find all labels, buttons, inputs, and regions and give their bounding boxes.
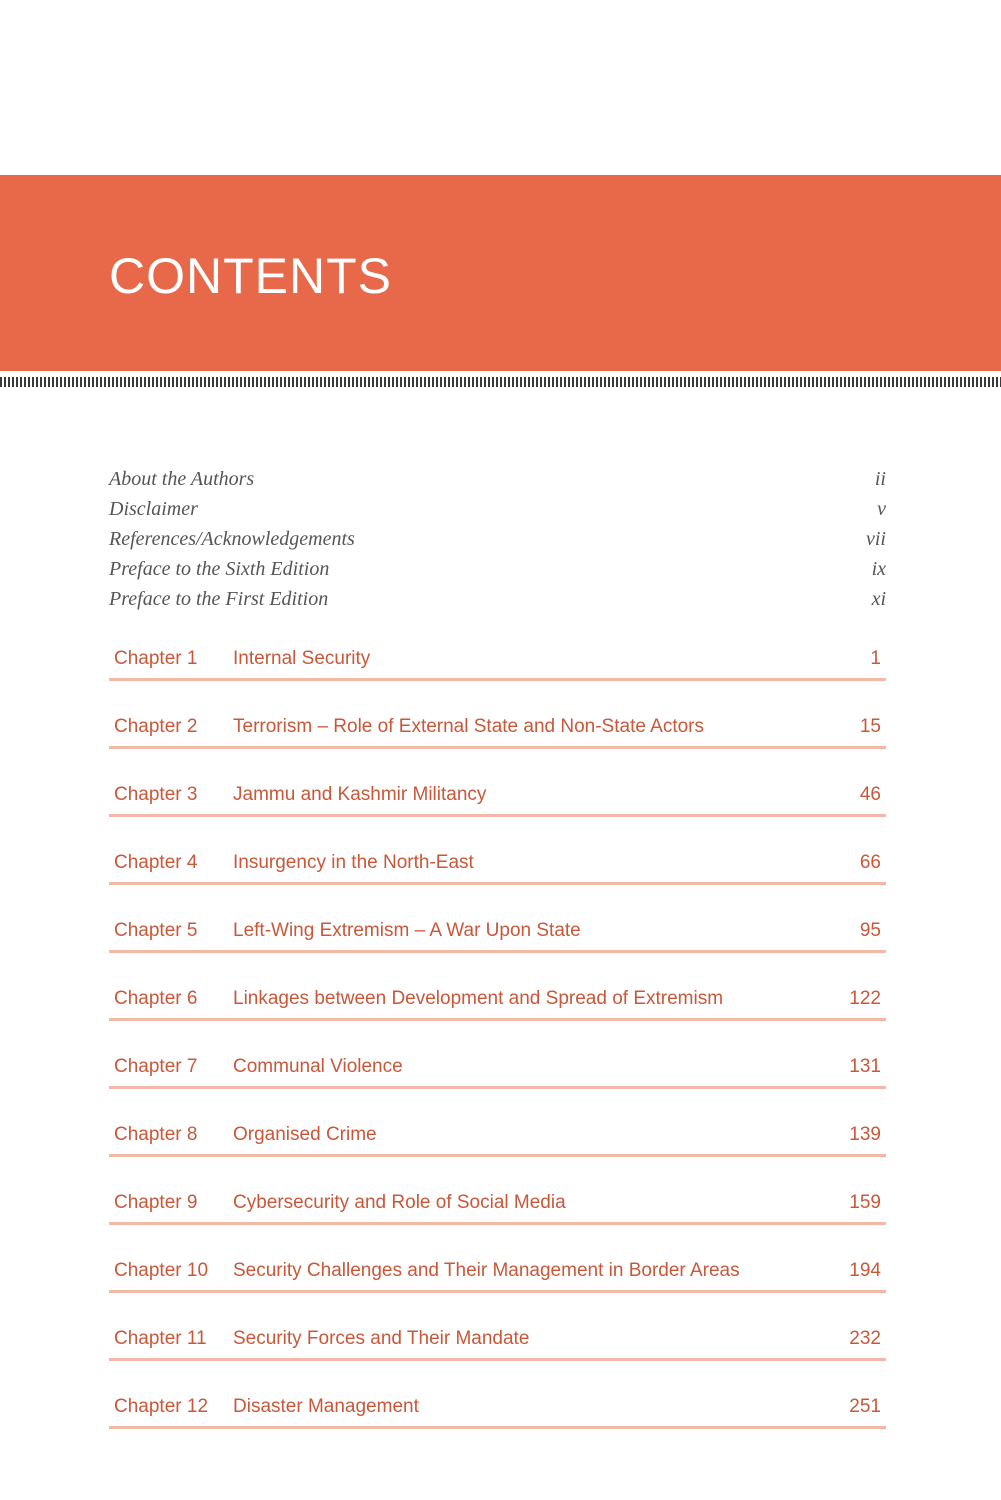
chapter-title: Left-Wing Extremism – A War Upon State: [233, 920, 581, 941]
front-matter-title: About the Authors: [109, 468, 255, 490]
chapter-number: Chapter 12: [114, 1396, 209, 1417]
chapter-page: 159: [849, 1192, 881, 1213]
chapter-title: Disaster Management: [233, 1396, 419, 1417]
chapter-number: Chapter 1: [114, 648, 198, 669]
chapter-page: 46: [859, 784, 881, 805]
chapter-title: Organised Crime: [233, 1124, 377, 1145]
chapter-list: [109, 642, 886, 1458]
chapter-row[interactable]: [109, 1322, 886, 1361]
chapter-number: Chapter 2: [114, 716, 198, 737]
chapter-page: 251: [849, 1396, 881, 1417]
decorative-rule: [0, 377, 1001, 387]
front-matter-page: ii: [874, 468, 886, 490]
chapter-number: Chapter 9: [114, 1192, 198, 1213]
chapter-page: 1: [870, 648, 881, 669]
chapter-row[interactable]: [109, 982, 886, 1021]
chapter-row[interactable]: [109, 710, 886, 749]
chapter-number: Chapter 6: [114, 988, 198, 1009]
chapter-number: Chapter 3: [114, 784, 198, 805]
chapter-row[interactable]: [109, 846, 886, 885]
chapter-row[interactable]: [109, 1118, 886, 1157]
chapter-page: 131: [849, 1056, 881, 1077]
chapter-page: 66: [859, 852, 881, 873]
chapter-row[interactable]: [109, 642, 886, 681]
chapter-page: 122: [849, 988, 881, 1009]
chapter-title: Communal Violence: [233, 1056, 403, 1077]
chapter-row[interactable]: [109, 914, 886, 953]
chapter-page: 232: [849, 1328, 881, 1349]
front-matter-list: [109, 464, 886, 614]
chapter-title: Cybersecurity and Role of Social Media: [233, 1192, 566, 1213]
chapter-title: Linkages between Development and Spread of Extremism: [233, 988, 724, 1009]
chapter-page: 95: [859, 920, 881, 941]
chapter-page: 194: [849, 1260, 881, 1281]
chapter-title: Internal Security: [233, 648, 371, 669]
front-matter-item[interactable]: [109, 464, 886, 494]
front-matter-item[interactable]: [109, 554, 886, 584]
chapter-number: Chapter 11: [114, 1328, 207, 1349]
chapter-row[interactable]: [109, 778, 886, 817]
front-matter-page: xi: [871, 588, 886, 610]
front-matter-title: References/Acknowledgements: [109, 528, 355, 550]
chapter-title: Security Forces and Their Mandate: [233, 1328, 530, 1349]
chapter-title: Security Challenges and Their Management in Border Areas: [233, 1260, 740, 1281]
front-matter-title: Disclaimer: [109, 498, 198, 520]
chapter-row[interactable]: [109, 1390, 886, 1429]
chapter-page: 15: [859, 716, 881, 737]
chapter-page: 139: [849, 1124, 881, 1145]
page-title: CONTENTS: [109, 248, 392, 304]
chapter-number: Chapter 7: [114, 1056, 198, 1077]
front-matter-item[interactable]: [109, 524, 886, 554]
chapter-title: Jammu and Kashmir Militancy: [233, 784, 487, 805]
chapter-title: Terrorism – Role of External State and Non-State Actors: [233, 716, 704, 737]
front-matter-page: ix: [871, 558, 886, 580]
chapter-number: Chapter 4: [114, 852, 198, 873]
chapter-number: Chapter 8: [114, 1124, 198, 1145]
chapter-number: Chapter 5: [114, 920, 198, 941]
front-matter-item[interactable]: [109, 584, 886, 614]
front-matter-item[interactable]: [109, 494, 886, 524]
chapter-row[interactable]: [109, 1186, 886, 1225]
front-matter-page: v: [877, 498, 886, 520]
chapter-title: Insurgency in the North-East: [233, 852, 474, 873]
chapter-row[interactable]: [109, 1050, 886, 1089]
chapter-row[interactable]: [109, 1254, 886, 1293]
front-matter-title: Preface to the Sixth Edition: [109, 558, 330, 580]
front-matter-title: Preface to the First Edition: [109, 588, 329, 610]
chapter-number: Chapter 10: [114, 1260, 209, 1281]
front-matter-page: vii: [866, 528, 886, 550]
